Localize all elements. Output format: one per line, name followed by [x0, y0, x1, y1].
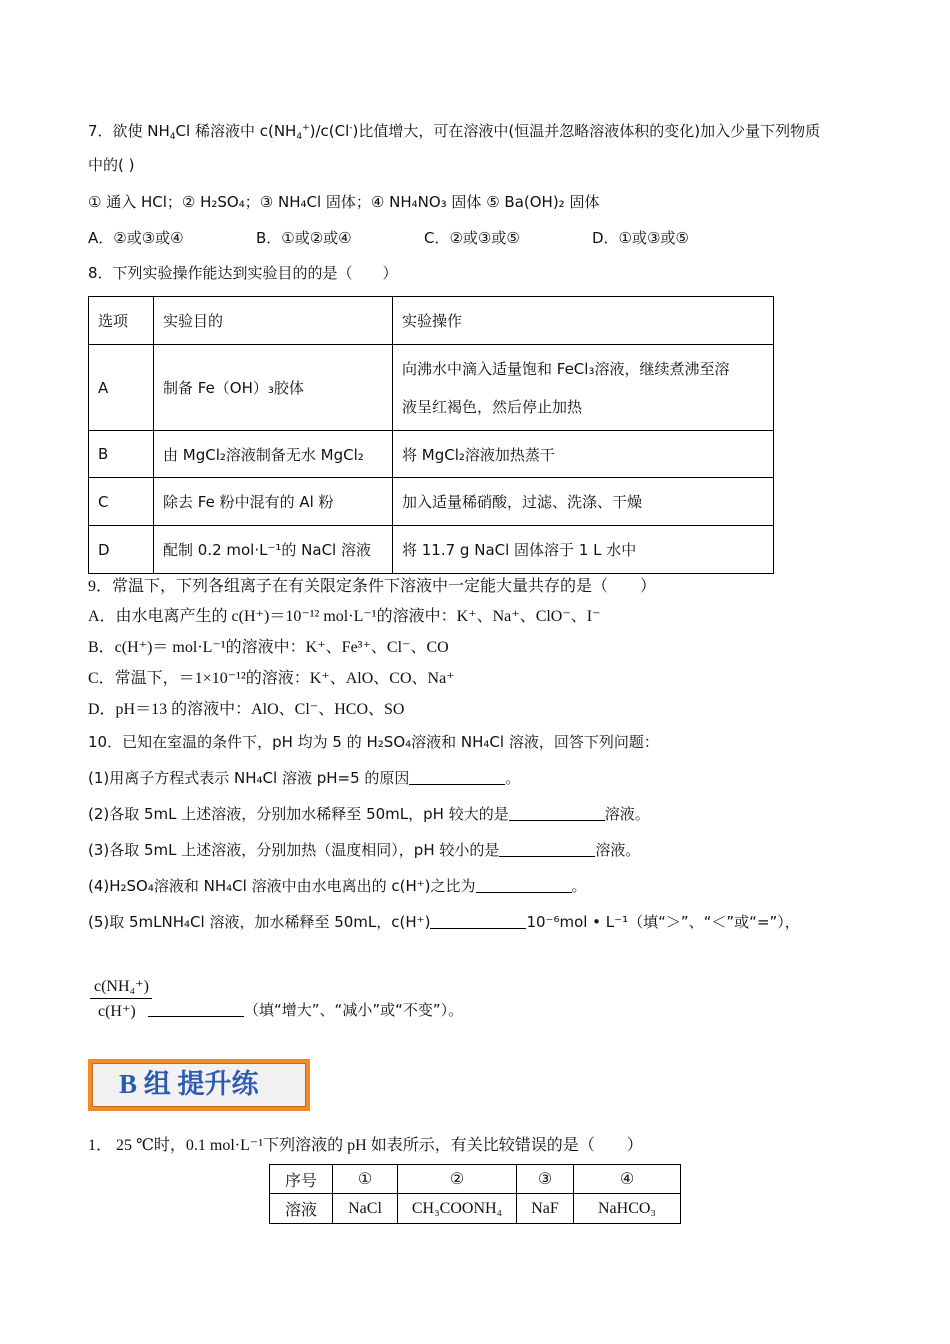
q7-stem-line2: 中的( ): [88, 156, 135, 174]
q8-table: [88, 296, 774, 574]
q8-row-a-operation-line1: 向沸水中滴入适量饱和 FeCl₃溶液，继续煮沸至溶: [402, 359, 730, 378]
q10-fraction: [90, 976, 152, 1021]
q9-option-a: A．由水电离产生的 c(H⁺)＝10⁻¹² mol·L⁻¹的溶液中：K⁺、Na⁺、ClO⁻、I⁻: [88, 608, 601, 625]
q9-stem: 9．常温下，下列各组离子在有关限定条件下溶液中一定能大量共存的是（ ）: [88, 578, 657, 595]
q8-header-operation: 实验操作: [393, 297, 774, 345]
q8-row-d-purpose: 配制 0.2 mol·L⁻¹的 NaCl 溶液: [154, 526, 393, 574]
q7-choices: ① 通入 HCl；② H₂SO₄；③ NH₄Cl 固体；④ NH₄NO₃ 固体 ⑤ Ba(OH)₂ 固体: [88, 193, 600, 211]
q8-header-purpose: 实验目的: [154, 297, 393, 345]
b1-cell-4: ④: [574, 1165, 681, 1194]
table-row: [89, 478, 774, 526]
q10-part2: (2)各取 5mL 上述溶液，分别加水稀释至 50mL，pH 较大的是 溶液。: [88, 805, 650, 823]
q8-row-c-purpose: 除去 Fe 粉中混有的 Al 粉: [154, 478, 393, 526]
answer-blank[interactable]: [148, 1002, 244, 1017]
q8-row-c-option: C: [89, 478, 154, 526]
q8-row-b-purpose: 由 MgCl₂溶液制备无水 MgCl₂: [154, 431, 393, 478]
table-row: [89, 526, 774, 574]
answer-blank[interactable]: [509, 806, 605, 821]
q7-options: [88, 228, 689, 248]
section-banner: [88, 1059, 310, 1111]
b1-cell-2: ②: [398, 1165, 517, 1194]
b1-cell-3: NaF: [517, 1194, 574, 1224]
b1-cell-2: CH₃COONH₄: [398, 1194, 517, 1224]
section-banner-title: B 组 提升练: [92, 1063, 306, 1107]
b1-cell-header: 溶液: [270, 1194, 333, 1224]
q7-stem-line1: 7．欲使 $NH_4Cl$ 稀溶液中 $c(NH_4^+)/c(Cl^-)$比值增大，可在溶液中(恒温并忽略溶液体积的变化)加入少量下列物质: [88, 122, 821, 142]
fraction-denominator: c(H⁺): [98, 1003, 136, 1020]
b1-cell-4: NaHCO₃: [574, 1194, 681, 1224]
q8-row-b-operation: 将 MgCl₂溶液加热蒸干: [393, 431, 774, 478]
q8-row-d-operation: 将 11.7 g NaCl 固体溶于 1 L 水中: [393, 526, 774, 574]
table-row: [89, 345, 774, 431]
q7-option-d: D．①或③或⑤: [592, 229, 689, 247]
fraction-numerator: c(NH₄⁺): [90, 976, 152, 999]
q7-option-b: B．①或②或④: [256, 229, 352, 247]
q8-row-b-option: B: [89, 431, 154, 478]
b1-stem: 1． 25 ℃时，0.1 mol·L⁻¹下列溶液的 pH 如表所示，有关比较错误的是（ ）: [88, 1137, 643, 1154]
q8-header-option: 选项: [89, 297, 154, 345]
table-row: [270, 1165, 681, 1194]
table-row: [270, 1194, 681, 1224]
q10-part3: (3)各取 5mL 上述溶液，分别加热（温度相同），pH 较小的是 溶液。: [88, 841, 641, 859]
b1-table: [269, 1164, 681, 1224]
answer-blank[interactable]: [499, 842, 595, 857]
q8-row-d-option: D: [89, 526, 154, 574]
q8-row-c-operation: 加入适量稀硝酸，过滤、洗涤、干燥: [393, 478, 774, 526]
b1-cell-1: ①: [333, 1165, 398, 1194]
q9-option-b: B．c(H⁺)＝ mol·L⁻¹的溶液中：K⁺、Fe³⁺、Cl⁻、CO: [88, 639, 449, 656]
q10-part5-tail: （填“增大”、“减小”或“不变”）。: [148, 1000, 463, 1020]
answer-blank[interactable]: [476, 878, 572, 893]
q8-row-a-operation: [393, 345, 774, 431]
q10-part5: (5)取 5mLNH₄Cl 溶液，加水稀释至 50mL，c(H⁺) 10⁻⁶mol • L⁻¹（填“＞”、“＜”或“=”），: [88, 913, 800, 931]
q8-stem: 8．下列实验操作能达到实验目的的是（ ）: [88, 264, 398, 282]
q8-row-a-operation-line2: 液呈红褐色，然后停止加热: [402, 397, 583, 416]
b1-cell-3: ③: [517, 1165, 574, 1194]
answer-blank[interactable]: [409, 770, 505, 785]
q8-row-a-purpose: 制备 Fe（OH）₃胶体: [154, 345, 393, 431]
q8-table-header: [89, 297, 774, 345]
q9-option-d: D．pH＝13 的溶液中：AlO、Cl⁻、HCO、SO: [88, 701, 405, 718]
q8-row-a-option: A: [89, 345, 154, 431]
table-row: [89, 431, 774, 478]
q10-part1: (1)用离子方程式表示 NH₄Cl 溶液 pH=5 的原因 。: [88, 769, 521, 787]
b1-cell-1: NaCl: [333, 1194, 398, 1224]
answer-blank[interactable]: [430, 914, 526, 929]
q7-option-a: A．②或③或④: [88, 229, 184, 247]
q10-stem: 10．已知在室温的条件下，pH 均为 5 的 H₂SO₄溶液和 NH₄Cl 溶液，回答下列问题：: [88, 733, 659, 751]
q7-option-c: C．②或③或⑤: [424, 229, 520, 247]
b1-cell-header: 序号: [270, 1165, 333, 1194]
q9-option-c: C．常温下，＝1×10⁻¹²的溶液：K⁺、AlO、CO、Na⁺: [88, 670, 455, 687]
q10-part4: (4)H₂SO₄溶液和 NH₄Cl 溶液中由水电离出的 c(H⁺)之比为 。: [88, 877, 587, 895]
